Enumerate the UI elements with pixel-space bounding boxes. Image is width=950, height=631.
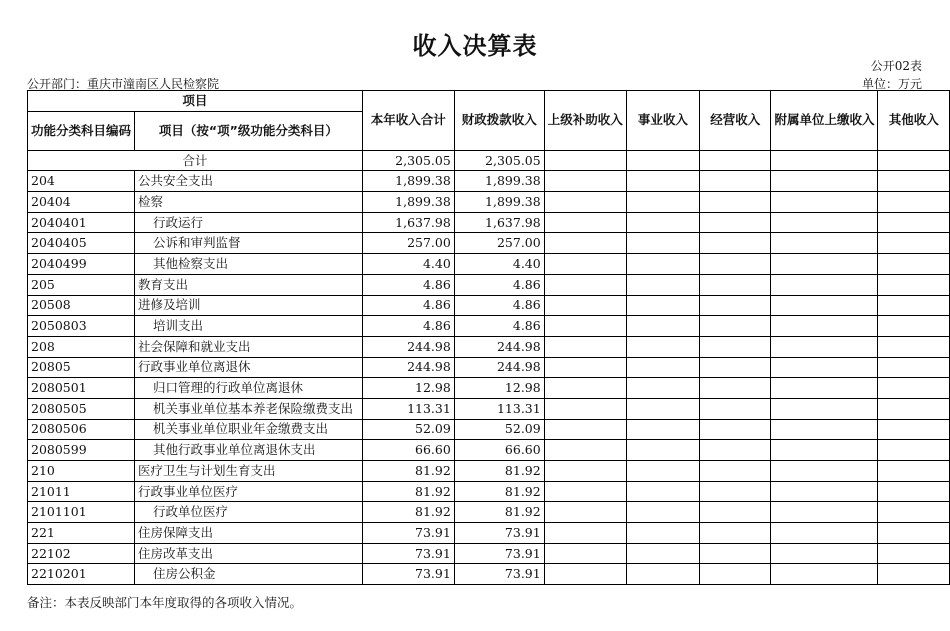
total-income-value: 4.86 <box>362 274 454 295</box>
fiscal-value: 66.60 <box>454 440 544 461</box>
fiscal-value: 12.98 <box>454 378 544 399</box>
footnote: 备注：本表反映部门本年度取得的各项收入情况。 <box>27 595 303 610</box>
empty-cell <box>878 564 950 585</box>
empty-cell <box>699 254 770 275</box>
empty-cell <box>878 378 950 399</box>
empty-cell <box>771 336 878 357</box>
header-business: 事业收入 <box>626 91 699 151</box>
total-income-value: 81.92 <box>362 502 454 523</box>
total-income-value: 73.91 <box>362 523 454 544</box>
item-name: 机关事业单位基本养老保险缴费支出 <box>135 398 363 419</box>
empty-cell <box>771 254 878 275</box>
header-item: 项目 <box>28 91 363 112</box>
header-other: 其他收入 <box>878 91 950 151</box>
fiscal-value: 73.91 <box>454 523 544 544</box>
item-name: 归口管理的行政单位离退休 <box>135 378 363 399</box>
table-row <box>28 316 950 337</box>
function-code: 2210201 <box>28 564 135 585</box>
fiscal-value: 4.86 <box>454 316 544 337</box>
empty-cell <box>699 212 770 233</box>
table-row <box>28 274 950 295</box>
form-code: 公开02表 <box>870 59 922 73</box>
total-income-value: 12.98 <box>362 378 454 399</box>
empty-cell <box>626 150 699 171</box>
item-name: 住房改革支出 <box>135 543 363 564</box>
table-row <box>28 481 950 502</box>
income-table <box>27 90 950 585</box>
function-code: 2050803 <box>28 316 135 337</box>
empty-cell <box>699 192 770 213</box>
function-code: 204 <box>28 171 135 192</box>
table-row <box>28 212 950 233</box>
empty-cell <box>626 564 699 585</box>
empty-cell <box>878 336 950 357</box>
empty-cell <box>626 192 699 213</box>
empty-cell <box>626 419 699 440</box>
item-name: 住房公积金 <box>135 564 363 585</box>
total-income-value: 81.92 <box>362 481 454 502</box>
empty-cell <box>878 461 950 482</box>
header-item-name: 项目（按“项”级功能分类科目） <box>135 111 363 150</box>
fiscal-value: 73.91 <box>454 543 544 564</box>
empty-cell <box>626 274 699 295</box>
empty-cell <box>771 419 878 440</box>
empty-cell <box>544 212 626 233</box>
empty-cell <box>771 212 878 233</box>
empty-cell <box>878 398 950 419</box>
empty-cell <box>699 461 770 482</box>
total-row <box>28 150 950 171</box>
empty-cell <box>544 274 626 295</box>
header-fiscal: 财政拨款收入 <box>454 91 544 151</box>
function-code: 2040401 <box>28 212 135 233</box>
function-code: 2080599 <box>28 440 135 461</box>
table-row <box>28 398 950 419</box>
table-row <box>28 564 950 585</box>
empty-cell <box>699 336 770 357</box>
empty-cell <box>544 295 626 316</box>
empty-cell <box>626 461 699 482</box>
empty-cell <box>544 502 626 523</box>
item-name: 医疗卫生与计划生育支出 <box>135 461 363 482</box>
empty-cell <box>544 378 626 399</box>
header-total-income: 本年收入合计 <box>362 91 454 151</box>
fiscal-value: 73.91 <box>454 564 544 585</box>
function-code: 2080505 <box>28 398 135 419</box>
total-income-value: 1,899.38 <box>362 171 454 192</box>
empty-cell <box>771 398 878 419</box>
function-code: 20508 <box>28 295 135 316</box>
empty-cell <box>878 274 950 295</box>
empty-cell <box>544 543 626 564</box>
empty-cell <box>699 378 770 399</box>
function-code: 210 <box>28 461 135 482</box>
empty-cell <box>878 295 950 316</box>
table-row <box>28 502 950 523</box>
empty-cell <box>544 192 626 213</box>
unit-label: 单位：万元 <box>861 77 922 91</box>
item-name: 其他检察支出 <box>135 254 363 275</box>
empty-cell <box>699 171 770 192</box>
empty-cell <box>771 150 878 171</box>
empty-cell <box>626 440 699 461</box>
empty-cell <box>699 274 770 295</box>
item-name: 机关事业单位职业年金缴费支出 <box>135 419 363 440</box>
empty-cell <box>771 171 878 192</box>
total-income-value: 244.98 <box>362 336 454 357</box>
header-upper-subsidy: 上级补助收入 <box>544 91 626 151</box>
empty-cell <box>544 316 626 337</box>
empty-cell <box>699 357 770 378</box>
item-name: 公诉和审判监督 <box>135 233 363 254</box>
empty-cell <box>544 357 626 378</box>
empty-cell <box>626 523 699 544</box>
empty-cell <box>771 523 878 544</box>
fiscal-value: 81.92 <box>454 502 544 523</box>
empty-cell <box>771 440 878 461</box>
empty-cell <box>771 295 878 316</box>
page-title: 收入决算表 <box>412 32 538 60</box>
item-name: 行政事业单位离退休 <box>135 357 363 378</box>
empty-cell <box>878 316 950 337</box>
function-code: 2080501 <box>28 378 135 399</box>
department-label: 公开部门：重庆市潼南区人民检察院 <box>27 77 220 91</box>
total-fiscal-value: 2,305.05 <box>454 150 544 171</box>
total-income-value: 113.31 <box>362 398 454 419</box>
empty-cell <box>626 336 699 357</box>
empty-cell <box>878 357 950 378</box>
empty-cell <box>544 150 626 171</box>
fiscal-value: 4.40 <box>454 254 544 275</box>
empty-cell <box>626 481 699 502</box>
function-code: 2040405 <box>28 233 135 254</box>
function-code: 221 <box>28 523 135 544</box>
empty-cell <box>699 523 770 544</box>
item-name: 住房保障支出 <box>135 523 363 544</box>
empty-cell <box>699 502 770 523</box>
total-income-value: 4.40 <box>362 254 454 275</box>
empty-cell <box>544 398 626 419</box>
empty-cell <box>699 398 770 419</box>
total-income-value: 4.86 <box>362 295 454 316</box>
empty-cell <box>771 192 878 213</box>
empty-cell <box>626 171 699 192</box>
fiscal-value: 4.86 <box>454 295 544 316</box>
header-operating: 经营收入 <box>699 91 770 151</box>
empty-cell <box>544 419 626 440</box>
fiscal-value: 244.98 <box>454 357 544 378</box>
total-income-value: 52.09 <box>362 419 454 440</box>
empty-cell <box>699 564 770 585</box>
empty-cell <box>626 543 699 564</box>
function-code: 2080506 <box>28 419 135 440</box>
empty-cell <box>544 523 626 544</box>
empty-cell <box>626 378 699 399</box>
fiscal-value: 81.92 <box>454 481 544 502</box>
total-income-value: 73.91 <box>362 543 454 564</box>
item-name: 公共安全支出 <box>135 171 363 192</box>
empty-cell <box>699 419 770 440</box>
table-row <box>28 254 950 275</box>
empty-cell <box>544 564 626 585</box>
fiscal-value: 52.09 <box>454 419 544 440</box>
empty-cell <box>626 233 699 254</box>
item-name: 进修及培训 <box>135 295 363 316</box>
total-income-value: 81.92 <box>362 461 454 482</box>
function-code: 20805 <box>28 357 135 378</box>
fiscal-value: 1,637.98 <box>454 212 544 233</box>
function-code: 2040499 <box>28 254 135 275</box>
fiscal-value: 113.31 <box>454 398 544 419</box>
empty-cell <box>699 481 770 502</box>
table-row <box>28 357 950 378</box>
empty-cell <box>626 295 699 316</box>
empty-cell <box>878 254 950 275</box>
item-name: 其他行政事业单位离退休支出 <box>135 440 363 461</box>
empty-cell <box>626 357 699 378</box>
empty-cell <box>878 523 950 544</box>
empty-cell <box>544 254 626 275</box>
header-affiliated: 附属单位上缴收入 <box>771 91 878 151</box>
empty-cell <box>771 461 878 482</box>
fiscal-value: 81.92 <box>454 461 544 482</box>
function-code: 205 <box>28 274 135 295</box>
total-income-value: 1,899.38 <box>362 192 454 213</box>
empty-cell <box>771 378 878 399</box>
empty-cell <box>771 543 878 564</box>
fiscal-value: 244.98 <box>454 336 544 357</box>
empty-cell <box>626 212 699 233</box>
table-row <box>28 461 950 482</box>
item-name: 培训支出 <box>135 316 363 337</box>
empty-cell <box>878 212 950 233</box>
empty-cell <box>878 440 950 461</box>
empty-cell <box>878 233 950 254</box>
function-code: 21011 <box>28 481 135 502</box>
function-code: 22102 <box>28 543 135 564</box>
table-row <box>28 233 950 254</box>
fiscal-value: 1,899.38 <box>454 171 544 192</box>
total-income-value: 2,305.05 <box>362 150 454 171</box>
item-name: 检察 <box>135 192 363 213</box>
empty-cell <box>771 233 878 254</box>
empty-cell <box>544 440 626 461</box>
total-income-value: 66.60 <box>362 440 454 461</box>
empty-cell <box>878 419 950 440</box>
empty-cell <box>626 398 699 419</box>
empty-cell <box>699 233 770 254</box>
empty-cell <box>699 150 770 171</box>
empty-cell <box>544 481 626 502</box>
empty-cell <box>878 543 950 564</box>
table-row <box>28 523 950 544</box>
fiscal-value: 257.00 <box>454 233 544 254</box>
table-row <box>28 336 950 357</box>
empty-cell <box>771 316 878 337</box>
function-code: 208 <box>28 336 135 357</box>
item-name: 行政事业单位医疗 <box>135 481 363 502</box>
empty-cell <box>771 357 878 378</box>
table-row <box>28 543 950 564</box>
empty-cell <box>544 171 626 192</box>
header-func-code: 功能分类科目编码 <box>28 111 135 150</box>
empty-cell <box>878 192 950 213</box>
function-code: 20404 <box>28 192 135 213</box>
item-name: 行政单位医疗 <box>135 502 363 523</box>
total-income-value: 1,637.98 <box>362 212 454 233</box>
table-row <box>28 419 950 440</box>
empty-cell <box>699 543 770 564</box>
empty-cell <box>544 461 626 482</box>
fiscal-value: 4.86 <box>454 274 544 295</box>
item-name: 教育支出 <box>135 274 363 295</box>
table-row <box>28 171 950 192</box>
table-row <box>28 192 950 213</box>
empty-cell <box>544 336 626 357</box>
item-name: 社会保障和就业支出 <box>135 336 363 357</box>
empty-cell <box>626 502 699 523</box>
empty-cell <box>544 233 626 254</box>
empty-cell <box>699 295 770 316</box>
empty-cell <box>878 481 950 502</box>
table-row <box>28 378 950 399</box>
total-income-value: 257.00 <box>362 233 454 254</box>
empty-cell <box>771 502 878 523</box>
item-name: 行政运行 <box>135 212 363 233</box>
empty-cell <box>878 150 950 171</box>
table-row <box>28 440 950 461</box>
table-row <box>28 295 950 316</box>
total-income-value: 73.91 <box>362 564 454 585</box>
empty-cell <box>626 254 699 275</box>
empty-cell <box>771 564 878 585</box>
empty-cell <box>626 316 699 337</box>
total-income-value: 244.98 <box>362 357 454 378</box>
empty-cell <box>878 502 950 523</box>
fiscal-value: 1,899.38 <box>454 192 544 213</box>
empty-cell <box>771 481 878 502</box>
function-code: 2101101 <box>28 502 135 523</box>
total-label: 合计 <box>28 150 363 171</box>
empty-cell <box>771 274 878 295</box>
empty-cell <box>878 171 950 192</box>
empty-cell <box>699 316 770 337</box>
total-income-value: 4.86 <box>362 316 454 337</box>
empty-cell <box>699 440 770 461</box>
